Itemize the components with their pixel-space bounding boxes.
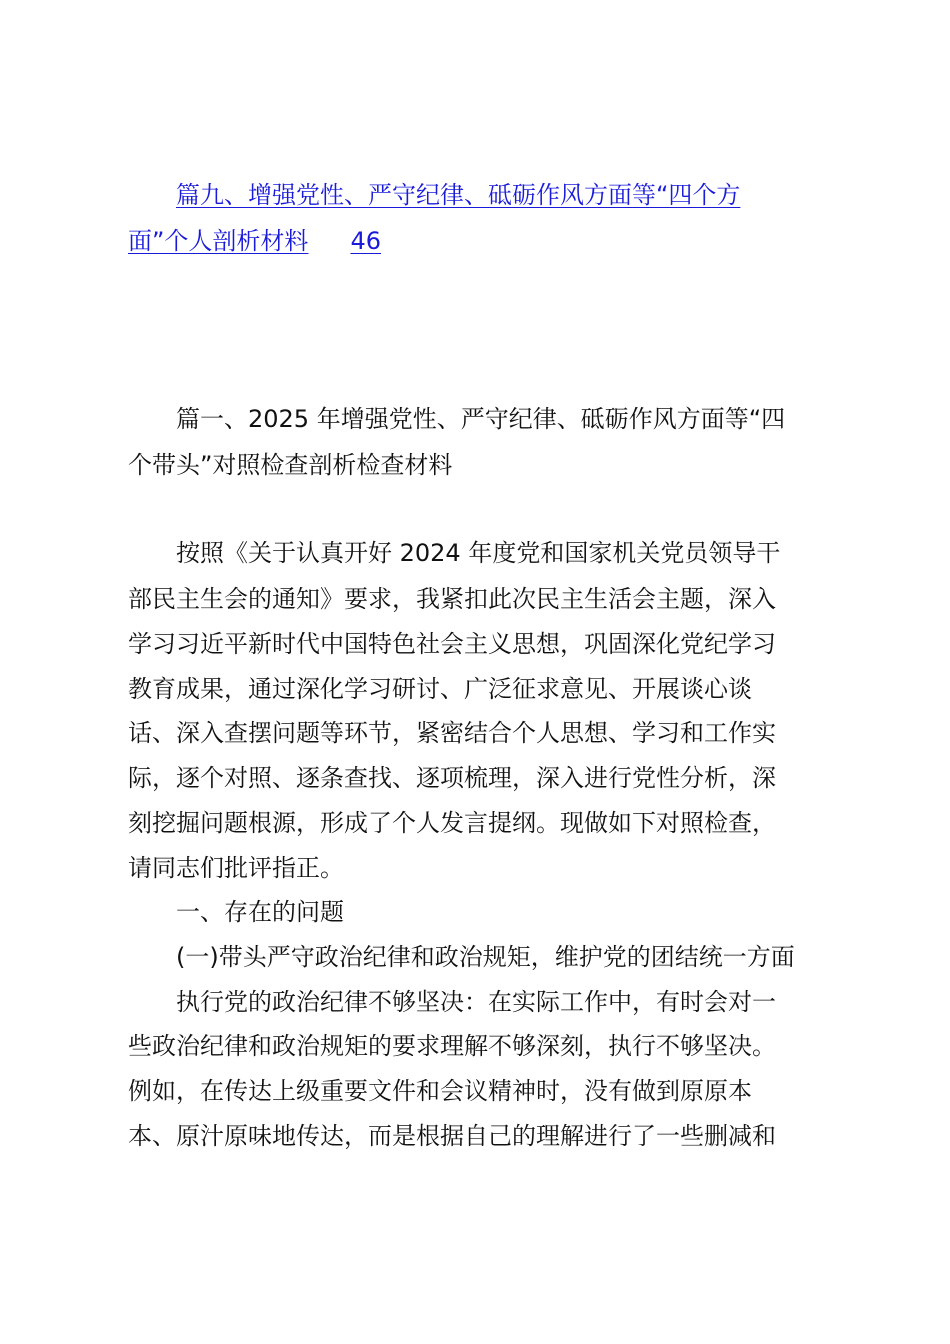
toc-entry-page-number[interactable]: 46 bbox=[350, 227, 381, 255]
section-heading: 一、存在的问题 bbox=[176, 898, 344, 926]
toc-entry-link-text-cont[interactable]: 面”个人剖析材料 bbox=[128, 227, 309, 255]
toc-entry-link-text[interactable]: 篇九、增强党性、严守纪律、砥砺作风方面等“四个方 bbox=[176, 181, 741, 209]
paragraph-line: 话、深入查摆问题等环节，紧密结合个人思想、学习和工作实 bbox=[128, 719, 776, 747]
subsection-heading: (一)带头严守政治纪律和政治规矩，维护党的团结统一方面 bbox=[176, 943, 795, 971]
paragraph-line: 本、原汁原味地传达，而是根据自己的理解进行了一些删减和 bbox=[128, 1122, 776, 1150]
paragraph-line: 执行党的政治纪律不够坚决：在实际工作中，有时会对一 bbox=[176, 988, 776, 1016]
toc-entry-line2[interactable] bbox=[128, 226, 381, 256]
paragraph-line: 学习习近平新时代中国特色社会主义思想，巩固深化党纪学习 bbox=[128, 630, 776, 658]
paragraph-line: 部民主生会的通知》要求，我紧扣此次民主生活会主题，深入 bbox=[128, 585, 776, 613]
paragraph-line: 刻挖掘问题根源，形成了个人发言提纲。现做如下对照检查， bbox=[128, 809, 776, 837]
paragraph-line: 些政治纪律和政治规矩的要求理解不够深刻，执行不够坚决。 bbox=[128, 1032, 776, 1060]
paragraph-line: 际，逐个对照、逐条查找、逐项梳理，深入进行党性分析，深 bbox=[128, 764, 776, 792]
section-title-line1: 篇一、2025 年增强党性、严守纪律、砥砺作风方面等“四 bbox=[176, 405, 786, 433]
paragraph-line: 例如，在传达上级重要文件和会议精神时，没有做到原原本 bbox=[128, 1077, 752, 1105]
toc-entry-line1[interactable] bbox=[176, 180, 740, 210]
paragraph-line: 请同志们批评指正。 bbox=[128, 854, 344, 882]
section-title-line2: 个带头”对照检查剖析检查材料 bbox=[128, 451, 453, 479]
paragraph-line: 教育成果，通过深化学习研讨、广泛征求意见、开展谈心谈 bbox=[128, 675, 752, 703]
paragraph-line: 按照《关于认真开好 2024 年度党和国家机关党员领导干 bbox=[176, 539, 781, 567]
